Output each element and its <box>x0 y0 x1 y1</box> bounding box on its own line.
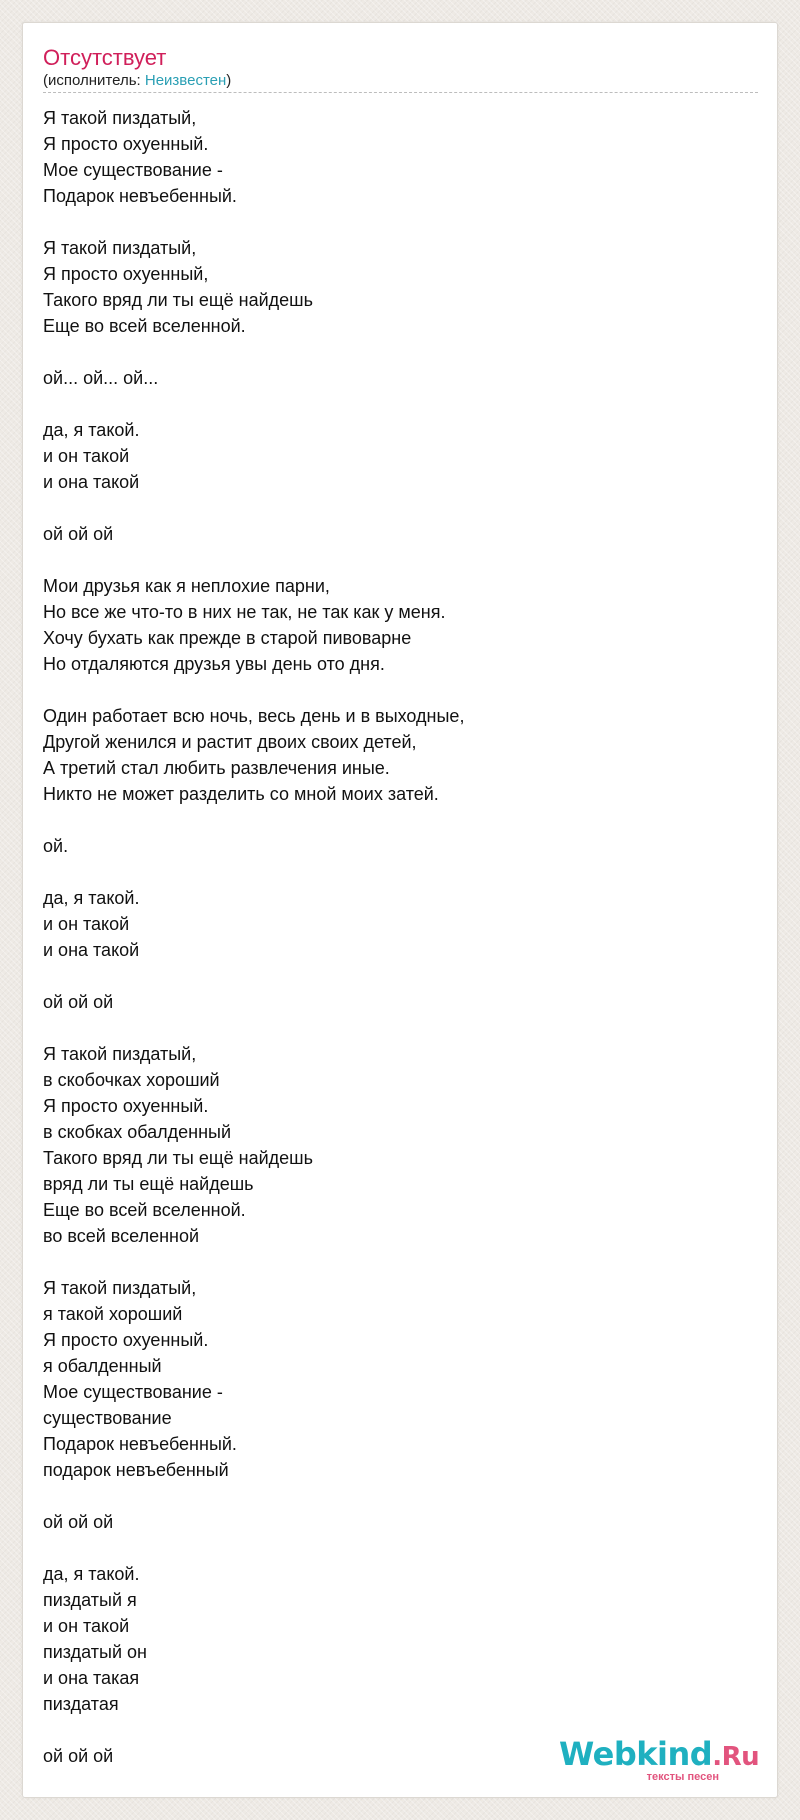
song-header <box>43 45 758 93</box>
artist-line <box>43 71 758 90</box>
song-title: Отсутствует <box>43 45 167 70</box>
site-logo[interactable] <box>559 1735 760 1783</box>
lyrics-text: Я такой пиздатый, Я просто охуенный. Мое существование - Подарок невъебенный. Я такой пиздатый, Я просто охуенный, Такого вряд ли ты ещё найдешь Еще во всей вселенной. ой... ой... ой... да, я такой. и он такой и она такой ой ой ой Мои друзья как я неплохие парни, Но все же что-то в них не так, не так как у меня. Хочу бухать как прежде в старой пивоварне Но отдаляются друзья увы день ото дня. Один работает всю ночь, весь день и в выходные, Другой женился и растит двоих своих детей, А третий стал любить развлечения иные. Никто не может разделить со мной моих затей. ой. да, я такой. и он такой и она такой ой ой ой Я такой пиздатый, в скобочках хороший Я просто охуенный. в скобках обалденный Такого вряд ли ты ещё найдешь вряд ли ты ещё найдешь Еще во всей вселенной. во всей вселенной Я такой пиздатый, я такой хороший Я просто охуенный. я обалденный Мое существование - существование Подарок невъебенный. подарок невъебенный ой ой ой да, я такой. пиздатый я и он такой пиздатый он и она такая пиздатая ой ой ой <box>43 108 465 1766</box>
logo-name: Webkind <box>559 1735 713 1773</box>
artist-prefix: (исполнитель: <box>43 72 145 89</box>
artist-suffix: ) <box>226 72 232 89</box>
logo-tagline: тексты песен <box>646 1771 719 1783</box>
artist-link[interactable]: Неизвестен <box>144 72 227 89</box>
logo-tld: .Ru <box>712 1742 760 1772</box>
lyrics-card <box>22 22 778 1798</box>
logo-wordmark <box>559 1735 759 1776</box>
